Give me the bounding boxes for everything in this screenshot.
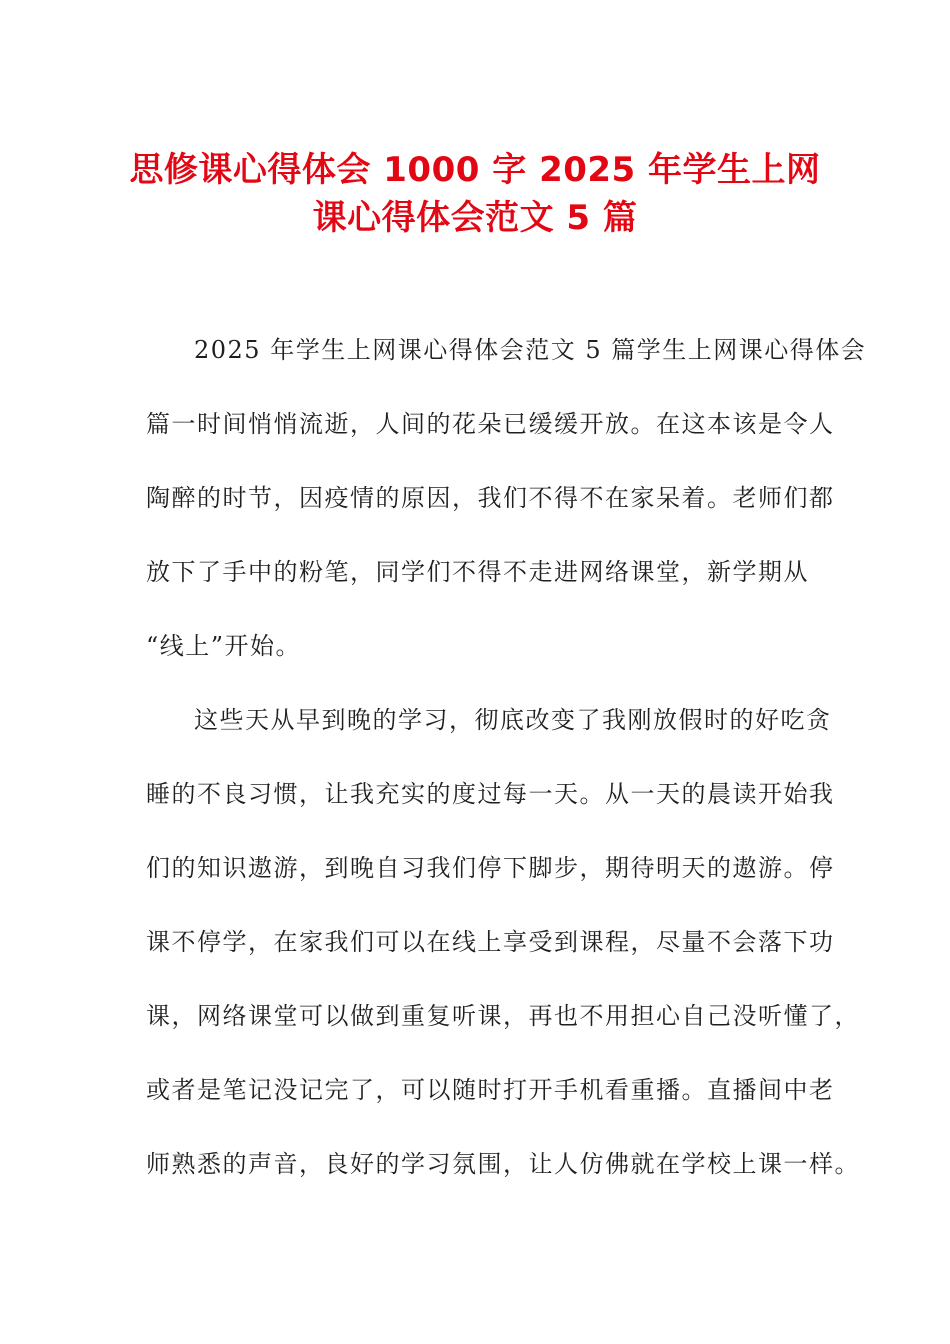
text-line: 睡的不良习惯，让我充实的度过每一天。从一天的晨读开始我 [146, 780, 835, 808]
title-line: 思修课心得体会 1000 字 2025 年学生上网 [129, 150, 821, 190]
paragraph-1 [146, 326, 867, 696]
text-line: 2025 年学生上网课心得体会范文 5 篇学生上网课心得体会 [194, 336, 867, 364]
text-line: 课，网络课堂可以做到重复听课，再也不用担心自己没听懂了， [146, 1002, 860, 1030]
paragraph-2 [146, 696, 860, 1214]
text-line: 这些天从早到晚的学习，彻底改变了我刚放假时的好吃贪 [194, 706, 832, 734]
document-title [120, 146, 830, 242]
document-body [146, 326, 867, 1214]
text-line: 们的知识遨游，到晚自习我们停下脚步，期待明天的遨游。停 [146, 854, 835, 882]
text-line: 或者是笔记没记完了，可以随时打开手机看重播。直播间中老 [146, 1076, 835, 1104]
text-line: 篇一时间悄悄流逝，人间的花朵已缓缓开放。在这本该是令人 [146, 410, 835, 438]
text-line: 师熟悉的声音，良好的学习氛围，让人仿佛就在学校上课一样。 [146, 1150, 860, 1178]
text-line: 放下了手中的粉笔，同学们不得不走进网络课堂，新学期从 [146, 558, 809, 586]
text-line: 陶醉的时节，因疫情的原因，我们不得不在家呆着。老师们都 [146, 484, 835, 512]
title-line: 课心得体会范文 5 篇 [312, 198, 638, 238]
text-line: 课不停学，在家我们可以在线上享受到课程，尽量不会落下功 [146, 928, 835, 956]
text-line: “线上”开始。 [146, 632, 302, 660]
